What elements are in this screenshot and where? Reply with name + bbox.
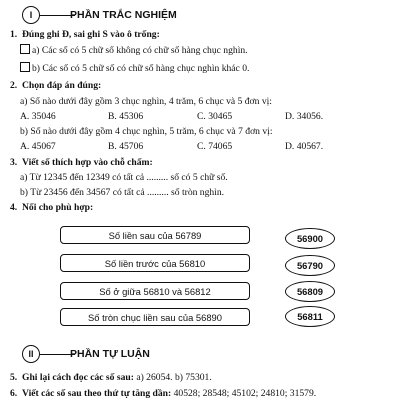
question-4-number: 4.	[10, 202, 18, 213]
question-2b-option-a[interactable]: A. 45067	[20, 141, 56, 152]
question-1-item-b	[20, 62, 249, 75]
question-2a-text: a) Số nào dưới đây gồm 3 chục nghìn, 4 trăm, 6 chục và 5 đơn vị:	[20, 96, 272, 107]
question-2a-option-d[interactable]: D. 34056.	[285, 111, 324, 122]
question-2a-option-b[interactable]: B. 45306	[108, 111, 144, 122]
question-3-heading	[10, 157, 153, 169]
question-1-heading	[10, 29, 160, 41]
match-left-1[interactable]: Số liền sau của 56789	[60, 226, 250, 244]
match-left-2[interactable]: Số liền trước của 56810	[60, 254, 250, 272]
match-right-3[interactable]: 56809	[285, 281, 335, 302]
section-2-numeral: II	[22, 345, 40, 363]
question-4-heading	[10, 202, 93, 214]
question-3-item-a: a) Từ 12345 đến 12349 có tất cả ......... số có 5 chữ số.	[20, 172, 228, 183]
question-1-item-a	[20, 44, 248, 57]
section-2-title: PHẦN TỰ LUẬN	[70, 348, 150, 360]
question-2b-option-b[interactable]: B. 45706	[108, 141, 144, 152]
question-5	[10, 372, 212, 384]
question-1-number: 1.	[10, 29, 18, 40]
question-1-title: Đúng ghi Đ, sai ghi S vào ô trống:	[22, 29, 160, 40]
question-2b-text: b) Số nào dưới đây gồm 4 chục nghìn, 5 trăm, 6 chục và 7 đơn vị:	[20, 126, 273, 137]
question-5-title: Ghi lại cách đọc các số sau:	[22, 372, 134, 383]
section-1-numeral: I	[22, 6, 40, 24]
question-6-title: Viết các số sau theo thứ tự tăng dần:	[22, 388, 172, 399]
question-3-title: Viết số thích hợp vào chỗ chấm:	[22, 157, 153, 168]
section-1-header	[22, 4, 177, 26]
question-2-title: Chọn đáp án đúng:	[22, 80, 102, 91]
question-3-number: 3.	[10, 157, 18, 168]
question-2a-option-c[interactable]: C. 30465	[197, 111, 233, 122]
question-2b-option-d[interactable]: D. 40567.	[285, 141, 324, 152]
question-2b-option-c[interactable]: C. 74065	[197, 141, 233, 152]
question-2a-option-a[interactable]: A. 35046	[20, 111, 56, 122]
question-2-number: 2.	[10, 80, 18, 91]
match-left-4[interactable]: Số tròn chục liền sau của 56890	[60, 308, 250, 326]
match-right-2[interactable]: 56790	[285, 255, 335, 276]
question-5-content: a) 26054. b) 75301.	[133, 372, 212, 383]
question-5-number: 5.	[10, 372, 18, 383]
question-6-number: 6.	[10, 388, 18, 399]
question-4-title: Nối cho phù hợp:	[22, 202, 94, 213]
question-1-item-b-text: b) Các số có 5 chữ số có chữ số hàng chục nghìn khác 0.	[32, 63, 250, 74]
answer-checkbox-a[interactable]	[20, 44, 30, 54]
question-6	[10, 388, 316, 400]
question-6-content: 40528; 28548; 45102; 24810; 31579.	[171, 388, 317, 399]
question-3-item-b: b) Từ 23456 đến 34567 có tất cả ......... số tròn nghìn.	[20, 187, 225, 198]
match-left-3[interactable]: Số ở giữa 56810 và 56812	[60, 282, 250, 300]
answer-checkbox-b[interactable]	[20, 62, 30, 72]
section-1-title: PHẦN TRẮC NGHIỆM	[70, 9, 177, 21]
question-1-item-a-text: a) Các số có 5 chữ số không có chữ số hàng chục nghìn.	[32, 45, 248, 56]
match-right-4[interactable]: 56811	[285, 306, 335, 327]
section-2-header	[22, 343, 150, 365]
match-right-1[interactable]: 56900	[285, 228, 335, 249]
question-2-heading	[10, 80, 101, 92]
